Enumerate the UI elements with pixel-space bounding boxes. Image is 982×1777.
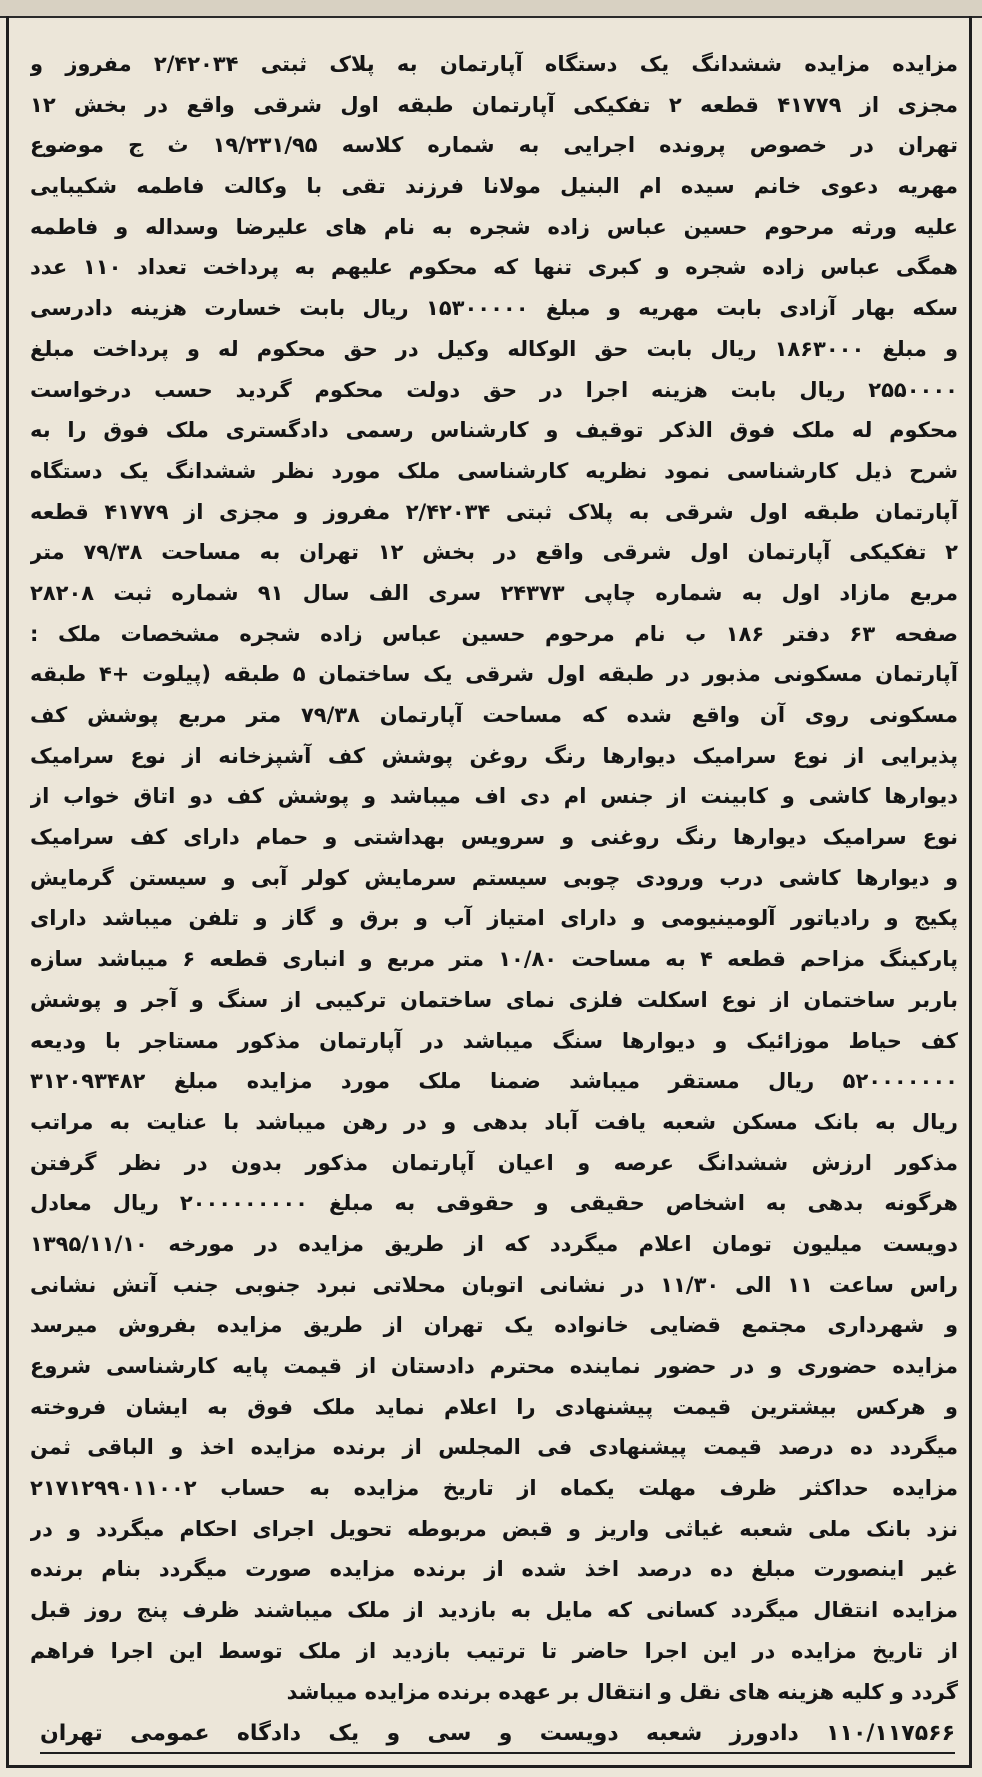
notice-line: شرح ذیل کارشناسی نمود نظریه کارشناسی ملک مورد نظر ششدانگ یک دستگاه — [30, 458, 958, 483]
notice-line: مجزی از ۴۱۷۷۹ قطعه ۲ تفکیکی آپارتمان طبقه اول شرقی واقع در بخش ۱۲ — [30, 92, 958, 117]
notice-line: مسکونی روی آن واقع شده که مساحت آپارتمان ۷۹/۳۸ متر مربع پوشش کف — [30, 703, 958, 727]
notice-line: نزد بانک ملی شعبه غیاثی واریز و قبض مربوطه تحویل اجرای احکام میگردد و در — [30, 1516, 958, 1541]
notice-line: ۵۲۰۰۰۰۰۰۰ ریال مستقر میباشد ضمنا ملک مورد مزایده مبلغ ۳۱۲۰۹۳۴۸۲ — [30, 1069, 958, 1094]
notice-line: تهران در خصوص پرونده اجرایی به شماره کلاسه ۱۹/۲۳۱/۹۵ ث ج موضوع — [30, 133, 958, 158]
notice-line: آپارتمان مسکونی مذبور در طبقه اول شرقی یک ساختمان ۵ طبقه (پیلوت +۴ طبقه — [30, 662, 958, 687]
notice-line: دویست میلیون تومان اعلام میگردد که از طریق مزایده در مورخه ۱۳۹۵/۱۱/۱۰ — [30, 1231, 958, 1256]
notice-line: هرگونه بدهی به اشخاص حقیقی و حقوقی به مبلغ ۲۰۰۰۰۰۰۰۰۰ ریال معادل — [30, 1191, 958, 1216]
notice-line: ۲ تفکیکی آپارتمان اول شرقی واقع در بخش ۱۲ تهران به مساحت ۷۹/۳۸ متر — [30, 540, 958, 565]
notice-line: مزایده حداکثر ظرف مهلت یکماه از تاریخ مزایده به حساب ۲۱۷۱۲۹۹۰۱۱۰۰۲ — [30, 1476, 958, 1501]
notice-line: پکیج و رادیاتور آلومینیومی و دارای امتیاز آب و برق و گاز و تلفن میباشد دارای — [30, 906, 958, 931]
notice-line: و مبلغ ۱۸۶۳۰۰۰ ریال بابت حق الوکاله وکیل در حق محکوم له و پرداخت مبلغ — [30, 336, 958, 361]
notice-line: پذیرایی از نوع سرامیک دیوارها رنگ روغن پوشش کف آشپزخانه از نوع سرامیک — [30, 743, 958, 768]
notice-line: گردد و کلیه هزینه های نقل و انتقال بر عهده برنده مزایده میباشد — [286, 1679, 958, 1704]
notice-line: ریال به بانک مسکن شعبه یافت آباد بدهی و در رهن میباشد با عنایت به مراتب — [30, 1109, 958, 1134]
notice-line: مزایده مزایده ششدانگ یک دستگاه آپارتمان به پلاک ثبتی ۲/۴۲۰۳۴ مفروز و — [30, 52, 958, 76]
notice-line: غیر اینصورت مبلغ ده درصد اخذ شده از برنده مزایده صورت میگردد بنام برنده — [30, 1557, 958, 1582]
notice-line: دیوارها کاشی و کابینت از جنس ام دی اف میباشد و پوشش کف دو اتاق خواب از — [30, 784, 958, 809]
notice-line: و دیوارها کاشی درب ورودی چوبی سیستم سرمایش کولر آبی و سیستن گرمایش — [30, 865, 958, 890]
notice-line: کف حیاط موزائیک و دیوارها سنگ میباشد در آپارتمان مذکور مستاجر با ودیعه — [30, 1028, 958, 1053]
notice-line: راس ساعت ۱۱ الی ۱۱/۳۰ در نشانی اتوبان محلاتی نبرد جنوبی جنب آتش نشانی — [30, 1272, 958, 1297]
notice-line: میگردد ده درصد قیمت پیشنهادی فی المجلس از برنده مزایده اخذ و الباقی ثمن — [30, 1435, 958, 1460]
notice-line: همگی عباس زاده شجره و کبری تنها که محکوم علیهم به پرداخت تعداد ۱۱۰ عدد — [30, 255, 958, 280]
notice-line: نوع سرامیک دیوارها رنگ روغنی و سرویس بهداشتی و حمام دارای کف سرامیک — [30, 825, 958, 850]
notice-line: مزایده انتقال میگردد کسانی که مایل به بازدید از ملک میباشند ظرف پنج روز قبل — [30, 1598, 958, 1623]
notice-line: باربر ساختمان از نوع اسکلت فلزی نمای ساختمان ترکیبی از سنگ و آجر و پوشش — [30, 987, 958, 1012]
notice-line: و هرکس بیشترین قیمت پیشنهادی را اعلام نماید ملک فوق به ایشان فروخته — [30, 1394, 958, 1419]
notice-line: سکه بهار آزادی بابت مهریه و مبلغ ۱۵۳۰۰۰۰۰ ریال بابت خسارت هزینه دادرسی — [30, 296, 958, 321]
notice-line: پارکینگ مزاحم قطعه ۴ به مساحت ۱۰/۸۰ متر مربع و انباری قطعه ۶ میباشد سازه — [30, 947, 958, 972]
notice-line: از تاریخ مزایده در این اجرا حاضر تا ترتیب بازدید از ملک توسط این اجرا فراهم — [30, 1638, 958, 1663]
notice-line: مهریه دعوی خانم سیده ام البنیل مولانا فرزند تقی با وکالت فاطمه شکیبایی — [30, 174, 958, 199]
notice-line: مزایده حضوری و در حضور نماینده محترم دادستان از قیمت پایه کارشناسی شروع — [30, 1354, 958, 1378]
notice-line: علیه ورثه مرحوم حسین عباس زاده شجره به نام های علیرضا وسداله و فاطمه — [30, 214, 958, 239]
notice-footer-signature: ۱۱۰/۱۱۷۵۶۶ دادورز شعبه دویست و سی و یک دادگاه عمومی تهران — [40, 1721, 955, 1746]
auction-notice-body — [30, 44, 958, 1712]
notice-line: صفحه ۶۳ دفتر ۱۸۶ ب نام مرحوم حسین عباس زاده شجره مشخصات ملک : — [30, 621, 958, 646]
notice-line: و شهرداری مجتمع قضایی خانواده یک تهران از طریق مزایده بفروش میرسد — [30, 1313, 958, 1338]
notice-line: مذکور ارزش ششدانگ عرصه و اعیان آپارتمان مذکور بدون در نظر گرفتن — [30, 1150, 958, 1175]
notice-line: محکوم له ملک فوق الذکر توقیف و کارشناس رسمی دادگستری ملک فوق را به — [30, 418, 958, 443]
footer-rule — [40, 1752, 955, 1754]
notice-line: آپارتمان طبقه اول شرقی به پلاک ثبتی ۲/۴۲۰۳۴ مفروز و مجزی از ۴۱۷۷۹ قطعه — [30, 499, 958, 524]
notice-line: ۲۵۵۰۰۰۰ ریال بابت هزینه اجرا در حق دولت محکوم گردید حسب درخواست — [30, 377, 958, 402]
notice-line: مربع مازاد اول به شماره چاپی ۲۴۳۷۳ سری الف سال ۹۱ شماره ثبت ۲۸۲۰۸ — [30, 580, 958, 605]
